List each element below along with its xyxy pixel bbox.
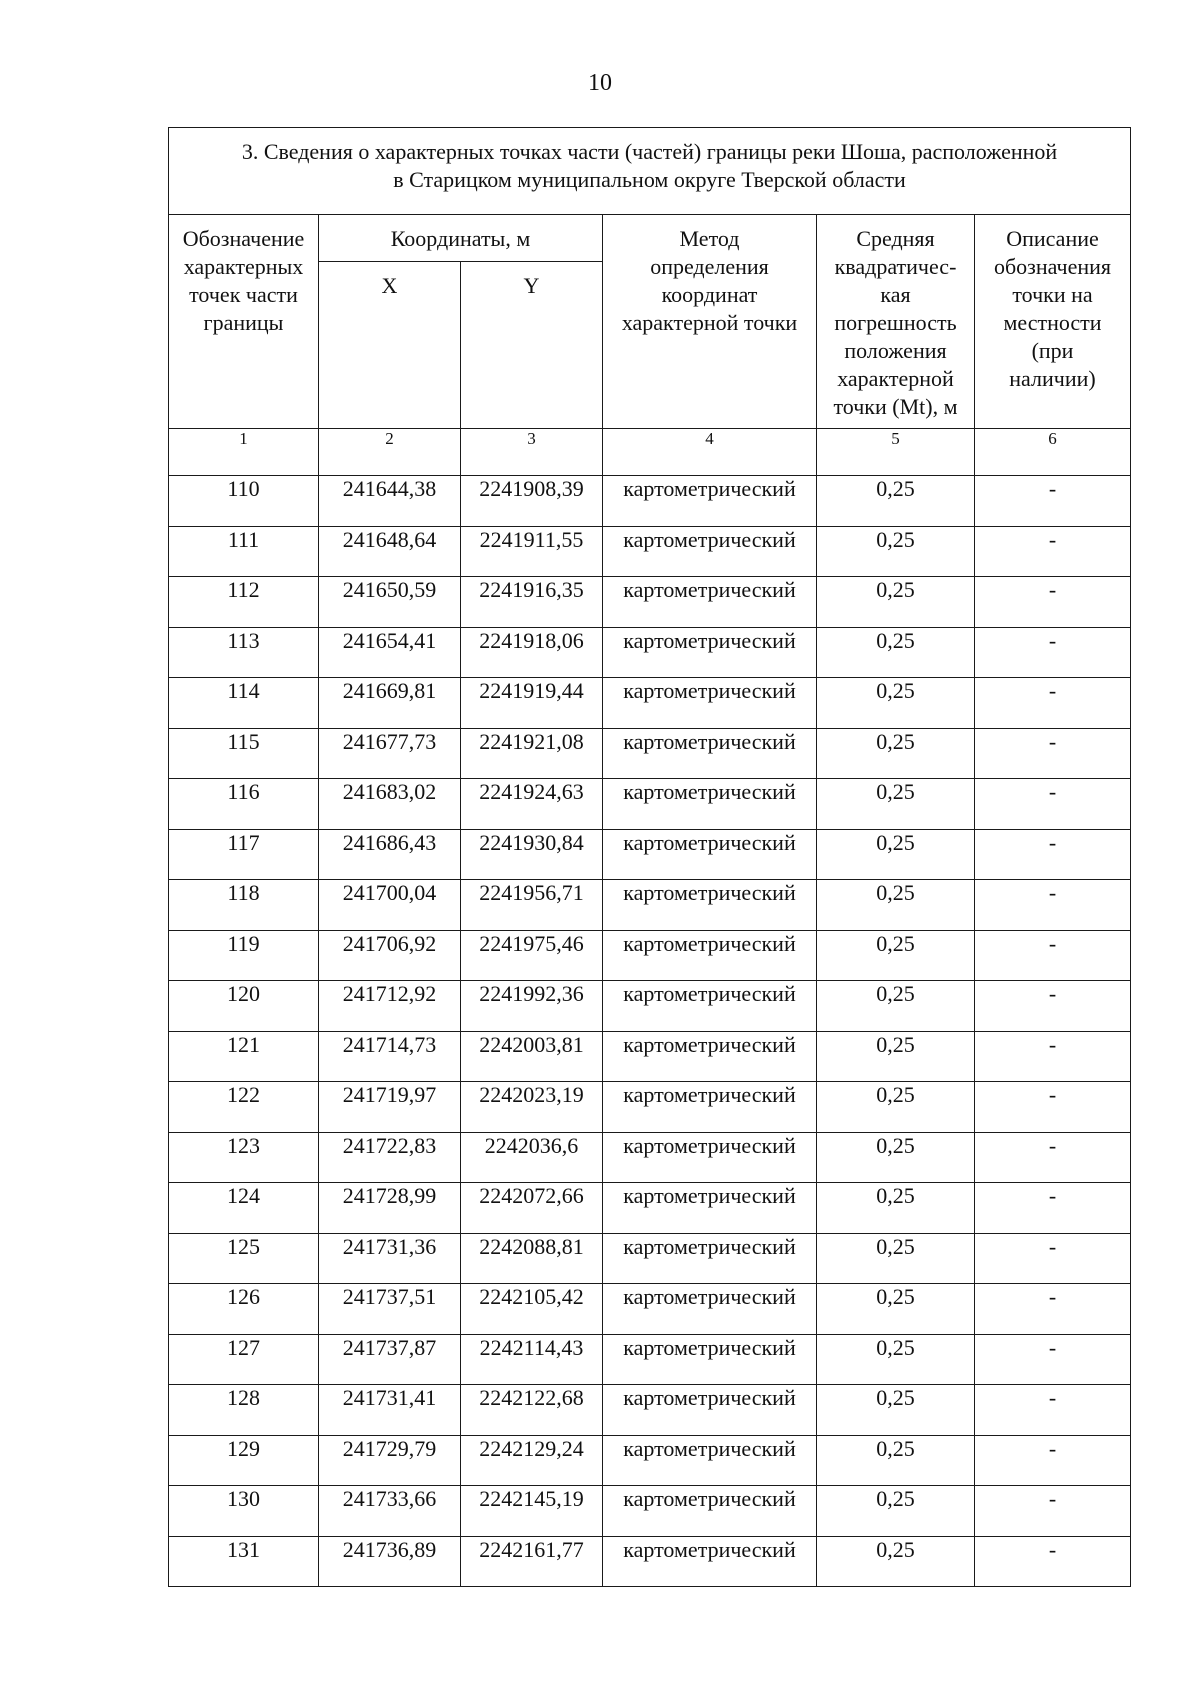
header-text: (при bbox=[1031, 338, 1074, 363]
cell-point: 121 bbox=[169, 1031, 319, 1082]
header-text: точки на bbox=[1012, 282, 1093, 307]
cell-y: 2242088,81 bbox=[461, 1233, 603, 1284]
header-text: характерной точки bbox=[621, 310, 798, 335]
cell-method: картометрический bbox=[603, 678, 817, 729]
cell-description: - bbox=[975, 577, 1131, 628]
cell-method: картометрический bbox=[603, 1536, 817, 1587]
table-caption-line: в Старицком муниципальном округе Тверской области bbox=[393, 167, 906, 192]
cell-error: 0,25 bbox=[817, 1284, 975, 1335]
cell-y: 2242129,24 bbox=[461, 1435, 603, 1486]
header-point bbox=[169, 215, 319, 429]
cell-description: - bbox=[975, 476, 1131, 527]
cell-description: - bbox=[975, 930, 1131, 981]
cell-y: 2241924,63 bbox=[461, 779, 603, 830]
table-row bbox=[169, 829, 1131, 880]
cell-description: - bbox=[975, 678, 1131, 729]
table-row bbox=[169, 1031, 1131, 1082]
cell-description: - bbox=[975, 1132, 1131, 1183]
cell-method: картометрический bbox=[603, 981, 817, 1032]
cell-x: 241706,92 bbox=[319, 930, 461, 981]
header-text: точки (Mt), м bbox=[833, 394, 958, 419]
cell-description: - bbox=[975, 1435, 1131, 1486]
cell-error: 0,25 bbox=[817, 1183, 975, 1234]
cell-method: картометрический bbox=[603, 880, 817, 931]
cell-error: 0,25 bbox=[817, 880, 975, 931]
column-number: 5 bbox=[817, 429, 975, 476]
cell-description: - bbox=[975, 981, 1131, 1032]
header-text: границы bbox=[203, 310, 284, 335]
cell-method: картометрический bbox=[603, 829, 817, 880]
cell-x: 241654,41 bbox=[319, 627, 461, 678]
column-number: 1 bbox=[169, 429, 319, 476]
cell-point: 130 bbox=[169, 1486, 319, 1537]
cell-x: 241729,79 bbox=[319, 1435, 461, 1486]
cell-method: картометрический bbox=[603, 1132, 817, 1183]
cell-point: 123 bbox=[169, 1132, 319, 1183]
cell-y: 2241956,71 bbox=[461, 880, 603, 931]
cell-method: картометрический bbox=[603, 930, 817, 981]
header-text: точек части bbox=[189, 282, 298, 307]
cell-error: 0,25 bbox=[817, 1233, 975, 1284]
cell-y: 2242105,42 bbox=[461, 1284, 603, 1335]
cell-error: 0,25 bbox=[817, 476, 975, 527]
cell-x: 241686,43 bbox=[319, 829, 461, 880]
cell-description: - bbox=[975, 1183, 1131, 1234]
header-text: Средняя bbox=[856, 226, 935, 251]
cell-x: 241737,51 bbox=[319, 1284, 461, 1335]
cell-x: 241683,02 bbox=[319, 779, 461, 830]
cell-description: - bbox=[975, 1031, 1131, 1082]
cell-error: 0,25 bbox=[817, 981, 975, 1032]
table-row bbox=[169, 476, 1131, 527]
cell-y: 2241916,35 bbox=[461, 577, 603, 628]
cell-error: 0,25 bbox=[817, 678, 975, 729]
cell-description: - bbox=[975, 829, 1131, 880]
table-row bbox=[169, 627, 1131, 678]
header-text: кая bbox=[880, 282, 911, 307]
header-text: положения bbox=[844, 338, 947, 363]
cell-method: картометрический bbox=[603, 779, 817, 830]
table-row bbox=[169, 1284, 1131, 1335]
header-text: координат bbox=[661, 282, 758, 307]
cell-method: картометрический bbox=[603, 1435, 817, 1486]
cell-error: 0,25 bbox=[817, 1435, 975, 1486]
cell-point: 116 bbox=[169, 779, 319, 830]
cell-point: 129 bbox=[169, 1435, 319, 1486]
cell-error: 0,25 bbox=[817, 1031, 975, 1082]
cell-x: 241737,87 bbox=[319, 1334, 461, 1385]
table-row bbox=[169, 1385, 1131, 1436]
cell-point: 118 bbox=[169, 880, 319, 931]
column-number-row bbox=[169, 429, 1131, 476]
table-row bbox=[169, 1536, 1131, 1587]
cell-point: 128 bbox=[169, 1385, 319, 1436]
header-text: характерных bbox=[183, 254, 304, 279]
header-text: наличии) bbox=[1009, 366, 1096, 391]
cell-error: 0,25 bbox=[817, 577, 975, 628]
cell-point: 115 bbox=[169, 728, 319, 779]
header-text: характерной bbox=[837, 366, 954, 391]
cell-error: 0,25 bbox=[817, 779, 975, 830]
cell-y: 2241921,08 bbox=[461, 728, 603, 779]
cell-x: 241719,97 bbox=[319, 1082, 461, 1133]
cell-description: - bbox=[975, 880, 1131, 931]
cell-y: 2241908,39 bbox=[461, 476, 603, 527]
cell-method: картометрический bbox=[603, 1284, 817, 1335]
cell-error: 0,25 bbox=[817, 930, 975, 981]
cell-description: - bbox=[975, 1536, 1131, 1587]
header-y: Y bbox=[461, 262, 603, 429]
cell-method: картометрический bbox=[603, 1183, 817, 1234]
cell-description: - bbox=[975, 728, 1131, 779]
column-number: 2 bbox=[319, 429, 461, 476]
header-description bbox=[975, 215, 1131, 429]
cell-x: 241644,38 bbox=[319, 476, 461, 527]
table-row bbox=[169, 880, 1131, 931]
cell-description: - bbox=[975, 1385, 1131, 1436]
cell-error: 0,25 bbox=[817, 1486, 975, 1537]
cell-x: 241677,73 bbox=[319, 728, 461, 779]
cell-y: 2242145,19 bbox=[461, 1486, 603, 1537]
cell-error: 0,25 bbox=[817, 627, 975, 678]
cell-y: 2242003,81 bbox=[461, 1031, 603, 1082]
column-number: 3 bbox=[461, 429, 603, 476]
table-row bbox=[169, 1435, 1131, 1486]
header-error bbox=[817, 215, 975, 429]
cell-error: 0,25 bbox=[817, 728, 975, 779]
cell-x: 241714,73 bbox=[319, 1031, 461, 1082]
column-number: 6 bbox=[975, 429, 1131, 476]
cell-error: 0,25 bbox=[817, 829, 975, 880]
cell-x: 241736,89 bbox=[319, 1536, 461, 1587]
table-row bbox=[169, 678, 1131, 729]
header-text: Описание bbox=[1006, 226, 1099, 251]
cell-error: 0,25 bbox=[817, 1132, 975, 1183]
cell-x: 241648,64 bbox=[319, 526, 461, 577]
table-row bbox=[169, 526, 1131, 577]
table-row bbox=[169, 1183, 1131, 1234]
cell-x: 241650,59 bbox=[319, 577, 461, 628]
cell-method: картометрический bbox=[603, 627, 817, 678]
cell-method: картометрический bbox=[603, 1233, 817, 1284]
cell-description: - bbox=[975, 1082, 1131, 1133]
cell-y: 2241918,06 bbox=[461, 627, 603, 678]
table-row bbox=[169, 779, 1131, 830]
cell-point: 119 bbox=[169, 930, 319, 981]
table-caption-line: 3. Сведения о характерных точках части (частей) границы реки Шоша, расположенной bbox=[241, 139, 1058, 164]
cell-description: - bbox=[975, 627, 1131, 678]
table-row bbox=[169, 1233, 1131, 1284]
cell-y: 2242114,43 bbox=[461, 1334, 603, 1385]
column-number: 4 bbox=[603, 429, 817, 476]
cell-description: - bbox=[975, 526, 1131, 577]
table-row bbox=[169, 1334, 1131, 1385]
cell-y: 2242122,68 bbox=[461, 1385, 603, 1436]
cell-method: картометрический bbox=[603, 1082, 817, 1133]
header-text: Метод bbox=[679, 226, 740, 251]
cell-error: 0,25 bbox=[817, 526, 975, 577]
coordinates-table bbox=[168, 127, 1131, 1587]
cell-point: 114 bbox=[169, 678, 319, 729]
table-body bbox=[169, 476, 1131, 1587]
cell-y: 2242023,19 bbox=[461, 1082, 603, 1133]
cell-description: - bbox=[975, 1486, 1131, 1537]
table-row bbox=[169, 981, 1131, 1032]
cell-y: 2241992,36 bbox=[461, 981, 603, 1032]
table-caption bbox=[169, 128, 1131, 215]
header-method bbox=[603, 215, 817, 429]
cell-y: 2241911,55 bbox=[461, 526, 603, 577]
cell-point: 111 bbox=[169, 526, 319, 577]
cell-description: - bbox=[975, 1284, 1131, 1335]
header-text: погрешность bbox=[834, 310, 957, 335]
cell-point: 113 bbox=[169, 627, 319, 678]
header-text: квадратичес- bbox=[834, 254, 957, 279]
cell-x: 241700,04 bbox=[319, 880, 461, 931]
table-row bbox=[169, 728, 1131, 779]
cell-method: картометрический bbox=[603, 526, 817, 577]
cell-point: 124 bbox=[169, 1183, 319, 1234]
cell-point: 126 bbox=[169, 1284, 319, 1335]
page-number: 10 bbox=[588, 70, 612, 96]
cell-point: 112 bbox=[169, 577, 319, 628]
cell-error: 0,25 bbox=[817, 1082, 975, 1133]
table-row bbox=[169, 1486, 1131, 1537]
header-text: местности bbox=[1003, 310, 1102, 335]
header-coordinates: Координаты, м bbox=[319, 215, 603, 262]
cell-error: 0,25 bbox=[817, 1385, 975, 1436]
cell-y: 2242036,6 bbox=[461, 1132, 603, 1183]
cell-point: 122 bbox=[169, 1082, 319, 1133]
table-row bbox=[169, 1132, 1131, 1183]
cell-method: картометрический bbox=[603, 1031, 817, 1082]
cell-method: картометрический bbox=[603, 728, 817, 779]
cell-point: 127 bbox=[169, 1334, 319, 1385]
header-x: X bbox=[319, 262, 461, 429]
cell-error: 0,25 bbox=[817, 1334, 975, 1385]
cell-y: 2242161,77 bbox=[461, 1536, 603, 1587]
cell-description: - bbox=[975, 1233, 1131, 1284]
cell-y: 2241930,84 bbox=[461, 829, 603, 880]
header-text: Обозначение bbox=[182, 226, 305, 251]
cell-x: 241733,66 bbox=[319, 1486, 461, 1537]
cell-description: - bbox=[975, 779, 1131, 830]
header-text: определения bbox=[650, 254, 769, 279]
cell-x: 241731,36 bbox=[319, 1233, 461, 1284]
cell-method: картометрический bbox=[603, 1334, 817, 1385]
table-row bbox=[169, 1082, 1131, 1133]
cell-point: 110 bbox=[169, 476, 319, 527]
cell-method: картометрический bbox=[603, 476, 817, 527]
cell-y: 2241919,44 bbox=[461, 678, 603, 729]
cell-method: картометрический bbox=[603, 577, 817, 628]
cell-x: 241722,83 bbox=[319, 1132, 461, 1183]
cell-y: 2241975,46 bbox=[461, 930, 603, 981]
cell-error: 0,25 bbox=[817, 1536, 975, 1587]
cell-method: картометрический bbox=[603, 1486, 817, 1537]
table-row bbox=[169, 577, 1131, 628]
header-text: обозначения bbox=[993, 254, 1112, 279]
cell-point: 125 bbox=[169, 1233, 319, 1284]
cell-x: 241728,99 bbox=[319, 1183, 461, 1234]
cell-method: картометрический bbox=[603, 1385, 817, 1436]
cell-y: 2242072,66 bbox=[461, 1183, 603, 1234]
cell-point: 120 bbox=[169, 981, 319, 1032]
cell-x: 241712,92 bbox=[319, 981, 461, 1032]
table-row bbox=[169, 930, 1131, 981]
cell-point: 131 bbox=[169, 1536, 319, 1587]
cell-point: 117 bbox=[169, 829, 319, 880]
cell-x: 241731,41 bbox=[319, 1385, 461, 1436]
cell-description: - bbox=[975, 1334, 1131, 1385]
cell-x: 241669,81 bbox=[319, 678, 461, 729]
